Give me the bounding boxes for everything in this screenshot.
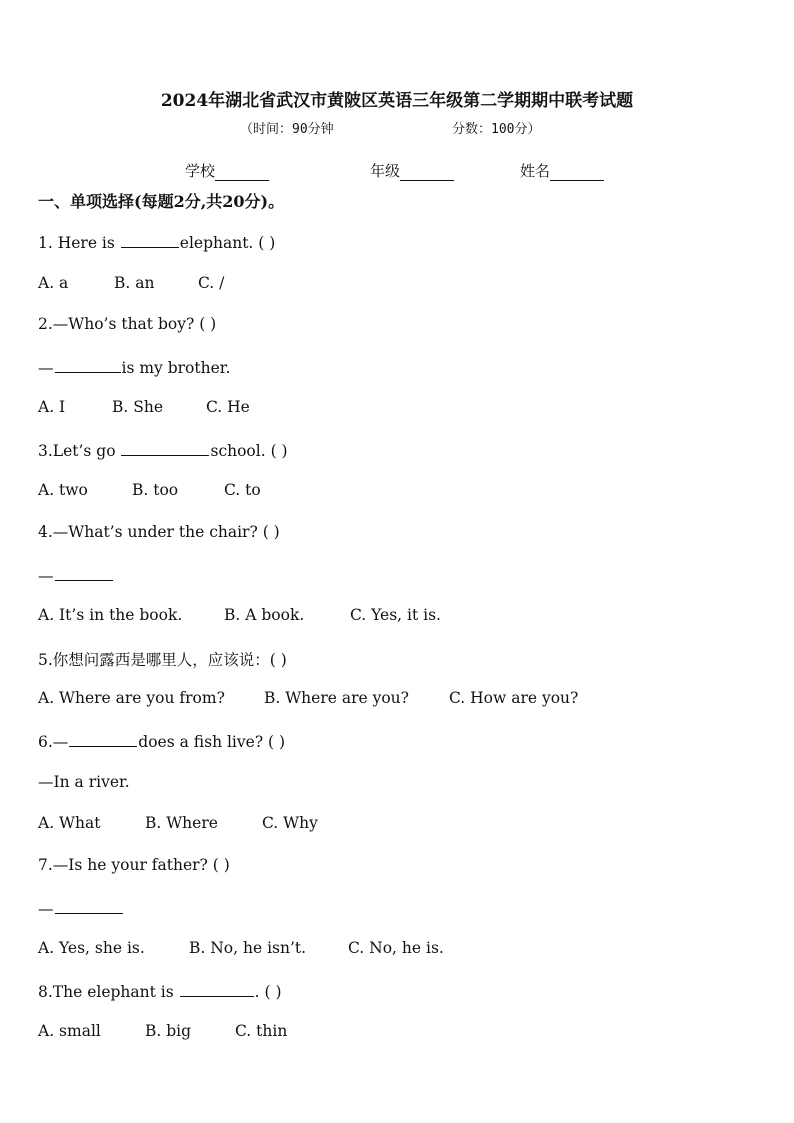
question-5-stem: 5.你想问露西是哪里人，应该说：( ) (38, 651, 287, 669)
q2-option-c[interactable]: C. He (206, 398, 250, 416)
q2-option-b[interactable]: B. She (112, 398, 164, 416)
q8-answer-blank[interactable] (180, 981, 254, 997)
school-label: 学校 (185, 162, 216, 180)
grade-label: 年级 (370, 162, 401, 180)
q5-option-a[interactable]: A. Where are you from? (38, 689, 225, 707)
question-6-answer: —In a river. (38, 773, 130, 791)
name-field[interactable] (520, 160, 604, 181)
question-6-stem (38, 731, 285, 751)
q6-option-b[interactable]: B. Where (145, 814, 218, 832)
question-7-answer-line (38, 898, 124, 918)
q3-stem-after: school. ( ) (210, 442, 288, 460)
q8-option-a[interactable]: A. small (38, 1022, 101, 1040)
total-score: 分数：100分） (452, 122, 541, 137)
q5-option-c[interactable]: C. How are you? (449, 689, 579, 707)
q7-dash: — (38, 900, 54, 918)
grade-field[interactable] (370, 160, 454, 181)
q6-option-c[interactable]: C. Why (262, 814, 318, 832)
question-7-stem: 7.—Is he your father? ( ) (38, 856, 230, 874)
q2-option-a[interactable]: A. I (38, 398, 66, 416)
q7-option-a[interactable]: A. Yes, she is. (38, 939, 145, 957)
q1-stem-after: elephant. ( ) (179, 234, 276, 252)
q3-option-c[interactable]: C. to (224, 481, 261, 499)
q8-stem-after: . ( ) (254, 983, 282, 1001)
q6-stem-before: 6.— (38, 733, 69, 751)
question-3-stem (38, 440, 288, 460)
school-field[interactable] (185, 160, 269, 181)
q5-option-b[interactable]: B. Where are you? (264, 689, 409, 707)
question-4-stem: 4.—What’s under the chair? ( ) (38, 523, 280, 541)
q4-answer-blank[interactable] (55, 565, 113, 581)
exam-title: 2024年湖北省武汉市黄陂区英语三年级第二学期期中联考试题 (160, 91, 634, 111)
question-2-stem: 2.—Who’s that boy? ( ) (38, 315, 217, 333)
q1-stem-before: 1. Here is (38, 234, 120, 252)
q2-answer-blank[interactable] (55, 357, 121, 373)
q8-option-c[interactable]: C. thin (235, 1022, 288, 1040)
q8-stem-before: 8.The elephant is (38, 983, 179, 1001)
q2-answer-after: is my brother. (121, 359, 231, 377)
q6-answer-blank[interactable] (69, 731, 137, 747)
question-2-answer-line (38, 357, 230, 377)
name-label: 姓名 (520, 162, 551, 180)
q8-option-b[interactable]: B. big (145, 1022, 192, 1040)
q4-dash: — (38, 567, 54, 585)
question-4-answer-line (38, 565, 114, 585)
q4-option-b[interactable]: B. A book. (224, 606, 305, 624)
grade-blank[interactable] (400, 164, 454, 181)
q2-dash: — (38, 359, 54, 377)
q6-option-a[interactable]: A. What (38, 814, 101, 832)
q6-stem-after: does a fish live? ( ) (138, 733, 286, 751)
section-heading: 一、单项选择(每题2分,共20分)。 (38, 192, 285, 211)
q1-answer-blank[interactable] (121, 232, 179, 248)
q7-option-b[interactable]: B. No, he isn’t. (189, 939, 307, 957)
q1-option-a[interactable]: A. a (38, 274, 69, 292)
q3-option-b[interactable]: B. too (132, 481, 179, 499)
school-blank[interactable] (215, 164, 269, 181)
question-8-stem (38, 981, 282, 1001)
q3-option-a[interactable]: A. two (38, 481, 88, 499)
q4-option-a[interactable]: A. It’s in the book. (38, 606, 183, 624)
q1-option-c[interactable]: C. / (198, 274, 225, 292)
time-limit: （时间：90分钟 (240, 122, 334, 137)
q3-stem-before: 3.Let’s go (38, 442, 121, 460)
q7-answer-blank[interactable] (55, 898, 123, 914)
q1-option-b[interactable]: B. an (114, 274, 155, 292)
q4-option-c[interactable]: C. Yes, it is. (350, 606, 441, 624)
q3-answer-blank[interactable] (121, 440, 209, 456)
q7-option-c[interactable]: C. No, he is. (348, 939, 444, 957)
question-1-stem (38, 232, 275, 252)
name-blank[interactable] (550, 164, 604, 181)
